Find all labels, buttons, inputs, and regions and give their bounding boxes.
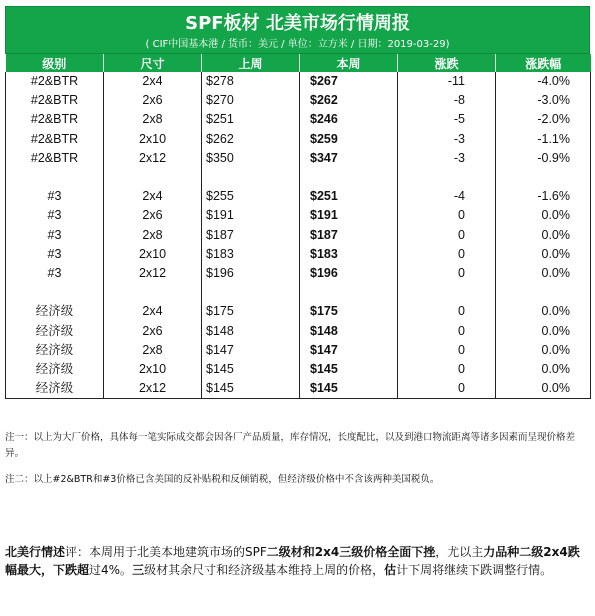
grade-cell: 经济级 xyxy=(6,302,104,321)
summary-text-2: ，尤以主 xyxy=(435,545,484,559)
change-cell: 0 xyxy=(398,302,496,321)
this-week-cell: $267 xyxy=(300,72,398,91)
report-subtitle: ( CIF中国基本港 / 货币：美元 / 单位：立方米 / 日期：2019-03-29) xyxy=(145,39,450,50)
size-cell: 2x12 xyxy=(104,264,202,283)
table-row xyxy=(6,187,591,206)
change-cell: -5 xyxy=(398,110,496,129)
change-pct-cell: 0.0% xyxy=(496,360,591,379)
size-cell: 2x4 xyxy=(104,72,202,91)
spacer-cell xyxy=(300,283,398,302)
change-cell: 0 xyxy=(398,360,496,379)
change-pct-cell: -0.9% xyxy=(496,149,591,168)
summary-bold-2: 力品种二级2x4跌幅最大，下跌超 xyxy=(5,545,580,577)
summary-text-3: 过4%。 xyxy=(89,563,133,577)
price-table xyxy=(5,54,591,399)
note-2: 注二：以上#2&BTR和#3价格已含美国的反补贴税和反倾销税，但经济级价格中不含该两种美国税负。 xyxy=(5,474,440,485)
table-row xyxy=(6,72,591,91)
last-week-cell: $251 xyxy=(202,110,300,129)
summary-bold-1: 二级材和2x4三级价格全面下挫 xyxy=(266,545,436,559)
this-week-cell: $251 xyxy=(300,187,398,206)
spacer-cell xyxy=(104,168,202,187)
change-pct-cell: 0.0% xyxy=(496,302,591,321)
size-cell: 2x10 xyxy=(104,130,202,149)
spacer-cell xyxy=(398,283,496,302)
change-cell: -8 xyxy=(398,91,496,110)
summary-lead: 北美行情述 xyxy=(5,545,66,559)
size-cell: 2x4 xyxy=(104,187,202,206)
change-cell: 0 xyxy=(398,341,496,360)
size-cell: 2x8 xyxy=(104,226,202,245)
table-spacer-row xyxy=(6,168,591,187)
table-body xyxy=(6,72,591,399)
grade-cell: #3 xyxy=(6,206,104,225)
this-week-cell: $148 xyxy=(300,321,398,340)
last-week-cell: $191 xyxy=(202,206,300,225)
table-row xyxy=(6,321,591,340)
spacer-cell xyxy=(398,168,496,187)
grade-cell: #2&BTR xyxy=(6,130,104,149)
report-header xyxy=(5,6,590,54)
change-pct-cell: 0.0% xyxy=(496,379,591,399)
grade-cell: #2&BTR xyxy=(6,91,104,110)
table-spacer-row xyxy=(6,283,591,302)
spacer-cell xyxy=(202,283,300,302)
this-week-cell: $246 xyxy=(300,110,398,129)
this-week-cell: $259 xyxy=(300,130,398,149)
last-week-cell: $270 xyxy=(202,91,300,110)
change-cell: -11 xyxy=(398,72,496,91)
last-week-cell: $145 xyxy=(202,360,300,379)
spacer-cell xyxy=(300,168,398,187)
grade-cell: #3 xyxy=(6,264,104,283)
last-week-cell: $262 xyxy=(202,130,300,149)
change-pct-cell: 0.0% xyxy=(496,341,591,360)
change-cell: 0 xyxy=(398,245,496,264)
table-row xyxy=(6,264,591,283)
table-row xyxy=(6,245,591,264)
table-row xyxy=(6,110,591,129)
grade-cell: #3 xyxy=(6,187,104,206)
this-week-cell: $196 xyxy=(300,264,398,283)
table-row xyxy=(6,130,591,149)
summary-text-5: 计下周将继续下跌调整行情。 xyxy=(396,563,553,577)
change-cell: -3 xyxy=(398,130,496,149)
last-week-cell: $175 xyxy=(202,302,300,321)
this-week-cell: $145 xyxy=(300,379,398,399)
size-cell: 2x8 xyxy=(104,341,202,360)
table-row xyxy=(6,206,591,225)
this-week-cell: $147 xyxy=(300,341,398,360)
change-pct-cell: -1.6% xyxy=(496,187,591,206)
spacer-cell xyxy=(104,283,202,302)
spacer-cell xyxy=(6,168,104,187)
grade-cell: #3 xyxy=(6,245,104,264)
change-pct-cell: 0.0% xyxy=(496,321,591,340)
last-week-cell: $196 xyxy=(202,264,300,283)
spacer-cell xyxy=(202,168,300,187)
market-summary xyxy=(5,543,590,579)
last-week-cell: $187 xyxy=(202,226,300,245)
change-pct-cell: 0.0% xyxy=(496,264,591,283)
change-cell: 0 xyxy=(398,379,496,399)
table-row xyxy=(6,149,591,168)
size-cell: 2x6 xyxy=(104,91,202,110)
header-size: 尺寸 xyxy=(104,54,202,72)
change-cell: 0 xyxy=(398,206,496,225)
change-pct-cell: -1.1% xyxy=(496,130,591,149)
change-pct-cell: -3.0% xyxy=(496,91,591,110)
grade-cell: #2&BTR xyxy=(6,72,104,91)
this-week-cell: $187 xyxy=(300,226,398,245)
size-cell: 2x6 xyxy=(104,206,202,225)
size-cell: 2x8 xyxy=(104,110,202,129)
header-last-week: 上周 xyxy=(202,54,300,72)
change-pct-cell: 0.0% xyxy=(496,206,591,225)
change-pct-cell: -4.0% xyxy=(496,72,591,91)
grade-cell: #2&BTR xyxy=(6,110,104,129)
change-cell: 0 xyxy=(398,264,496,283)
size-cell: 2x4 xyxy=(104,302,202,321)
spacer-cell xyxy=(496,283,591,302)
size-cell: 2x6 xyxy=(104,321,202,340)
table-row xyxy=(6,360,591,379)
this-week-cell: $191 xyxy=(300,206,398,225)
spacer-cell xyxy=(6,283,104,302)
change-cell: -4 xyxy=(398,187,496,206)
table-row xyxy=(6,226,591,245)
change-cell: 0 xyxy=(398,321,496,340)
change-cell: -3 xyxy=(398,149,496,168)
change-pct-cell: 0.0% xyxy=(496,245,591,264)
last-week-cell: $148 xyxy=(202,321,300,340)
summary-text-4: 级材其余尺寸和经济级基本维持上周的价格， xyxy=(144,563,385,577)
summary-text-1: 评：本周用于北美本地建筑市场的SPF xyxy=(65,545,267,559)
size-cell: 2x12 xyxy=(104,379,202,399)
this-week-cell: $183 xyxy=(300,245,398,264)
grade-cell: #2&BTR xyxy=(6,149,104,168)
header-change-pct: 涨跌幅 xyxy=(496,54,591,72)
table-row xyxy=(6,302,591,321)
size-cell: 2x10 xyxy=(104,245,202,264)
grade-cell: #3 xyxy=(6,226,104,245)
price-report xyxy=(5,6,590,399)
change-pct-cell: -2.0% xyxy=(496,110,591,129)
size-cell: 2x12 xyxy=(104,149,202,168)
this-week-cell: $175 xyxy=(300,302,398,321)
size-cell: 2x10 xyxy=(104,360,202,379)
grade-cell: 经济级 xyxy=(6,379,104,399)
last-week-cell: $278 xyxy=(202,72,300,91)
change-cell: 0 xyxy=(398,226,496,245)
report-title: SPF板材 北美市场行情周报 xyxy=(185,13,410,34)
header-this-week: 本周 xyxy=(300,54,398,72)
last-week-cell: $183 xyxy=(202,245,300,264)
this-week-cell: $347 xyxy=(300,149,398,168)
note-1: 注一：以上为大厂价格，具体每一笔实际成交都会因各厂产品质量，库存情况，长度配比，以及到港口物流距离等诸多因素而呈现价格差异。 xyxy=(5,432,576,459)
this-week-cell: $262 xyxy=(300,91,398,110)
last-week-cell: $255 xyxy=(202,187,300,206)
grade-cell: 经济级 xyxy=(6,360,104,379)
table-header-row xyxy=(6,54,591,72)
header-grade: 级别 xyxy=(6,54,104,72)
summary-bold-4: 估 xyxy=(384,563,397,577)
this-week-cell: $145 xyxy=(300,360,398,379)
last-week-cell: $145 xyxy=(202,379,300,399)
change-pct-cell: 0.0% xyxy=(496,226,591,245)
table-row xyxy=(6,91,591,110)
last-week-cell: $147 xyxy=(202,341,300,360)
header-change: 涨跌 xyxy=(398,54,496,72)
summary-bold-3: 三 xyxy=(132,563,145,577)
grade-cell: 经济级 xyxy=(6,321,104,340)
last-week-cell: $350 xyxy=(202,149,300,168)
table-row xyxy=(6,341,591,360)
grade-cell: 经济级 xyxy=(6,341,104,360)
spacer-cell xyxy=(496,168,591,187)
table-row xyxy=(6,379,591,399)
